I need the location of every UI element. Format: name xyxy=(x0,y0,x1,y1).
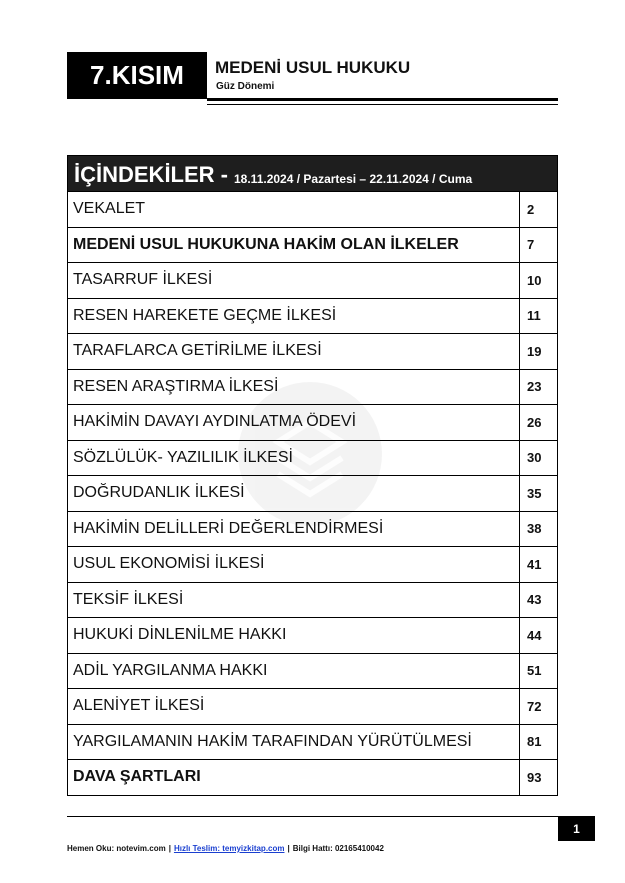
toc-entry-page: 26 xyxy=(527,414,542,430)
toc-entry-label: MEDENİ USUL HUKUKUNA HAKİM OLAN İLKELER xyxy=(68,228,520,263)
toc-row[interactable] xyxy=(68,334,557,370)
toc-entry-page: 10 xyxy=(527,272,542,288)
page-number-badge xyxy=(558,816,595,841)
toc-row[interactable] xyxy=(68,689,557,725)
toc-row[interactable] xyxy=(68,441,557,477)
toc-entry-label: DAVA ŞARTLARI xyxy=(68,760,520,795)
toc-row[interactable] xyxy=(68,263,557,299)
footer-divider: | xyxy=(168,844,171,853)
section-badge xyxy=(67,52,207,99)
footer-fast-link[interactable]: Hızlı Teslim: temyizkitap.com xyxy=(173,844,285,853)
toc-entry-label: HAKİMİN DAVAYI AYDINLATMA ÖDEVİ xyxy=(68,405,520,440)
toc-row[interactable] xyxy=(68,760,557,796)
toc-row[interactable] xyxy=(68,725,557,761)
toc-entry-page: 43 xyxy=(527,592,542,608)
footer-read: Hemen Oku: notevim.com xyxy=(67,844,166,853)
toc-entry-label: HUKUKİ DİNLENİLME HAKKI xyxy=(68,618,520,653)
toc-entry-page: 7 xyxy=(527,237,535,253)
toc-row[interactable] xyxy=(68,476,557,512)
toc-entry-page: 72 xyxy=(527,698,542,714)
toc-entry-page: 93 xyxy=(527,769,542,785)
toc-row[interactable] xyxy=(68,192,557,228)
toc-entry-page: 44 xyxy=(527,627,542,643)
toc-entry-label: RESEN HAREKETE GEÇME İLKESİ xyxy=(68,299,520,334)
toc-row[interactable] xyxy=(68,370,557,406)
toc-entry-label: VEKALET xyxy=(68,192,520,227)
toc-rows xyxy=(67,192,558,796)
header-rule-thick xyxy=(207,98,558,101)
toc-row[interactable] xyxy=(68,299,557,335)
toc-entry-label: TASARRUF İLKESİ xyxy=(68,263,520,298)
footer xyxy=(67,844,384,853)
toc-entry-label: TEKSİF İLKESİ xyxy=(68,583,520,618)
term-label: Güz Dönemi xyxy=(216,81,275,92)
toc-entry-page: 41 xyxy=(527,556,542,572)
toc-entry-label: USUL EKONOMİSİ İLKESİ xyxy=(68,547,520,582)
section-label: 7.KISIM xyxy=(90,60,184,90)
toc-entry-page: 35 xyxy=(527,485,542,501)
toc-entry-page: 38 xyxy=(527,521,542,537)
toc-entry-label: DOĞRUDANLIK İLKESİ xyxy=(68,476,520,511)
toc-entry-page: 19 xyxy=(527,343,542,359)
toc-row[interactable] xyxy=(68,512,557,548)
toc-row[interactable] xyxy=(68,583,557,619)
toc-entry-page: 2 xyxy=(527,201,535,217)
toc-entry-label: ADİL YARGILANMA HAKKI xyxy=(68,654,520,689)
footer-rule xyxy=(67,816,558,817)
toc-entry-page: 11 xyxy=(527,308,541,324)
toc-row[interactable] xyxy=(68,547,557,583)
toc-entry-page: 30 xyxy=(527,450,542,466)
toc-entry-label: SÖZLÜLÜK- YAZILILIK İLKESİ xyxy=(68,441,520,476)
toc-entry-page: 23 xyxy=(527,379,542,395)
toc-entry-label: YARGILAMANIN HAKİM TARAFINDAN YÜRÜTÜLMESİ xyxy=(68,725,520,760)
toc-header xyxy=(67,155,558,192)
toc-entry-label: ALENİYET İLKESİ xyxy=(68,689,520,724)
table-of-contents xyxy=(67,155,558,796)
toc-entry-page: 51 xyxy=(527,663,542,679)
footer-divider: | xyxy=(287,844,290,853)
toc-row[interactable] xyxy=(68,228,557,264)
course-title: MEDENİ USUL HUKUKU xyxy=(215,58,411,77)
footer-phone: Bilgi Hattı: 02165410042 xyxy=(292,844,384,853)
toc-dates: 18.11.2024 / Pazartesi – 22.11.2024 / Cuma xyxy=(234,172,473,186)
toc-row[interactable] xyxy=(68,405,557,441)
toc-title: İÇİNDEKİLER - xyxy=(74,162,228,187)
page-number: 1 xyxy=(573,821,580,836)
header-rule-thin xyxy=(207,104,558,105)
toc-entry-label: RESEN ARAŞTIRMA İLKESİ xyxy=(68,370,520,405)
toc-entry-label: TARAFLARCA GETİRİLME İLKESİ xyxy=(68,334,520,369)
toc-row[interactable] xyxy=(68,618,557,654)
toc-entry-page: 81 xyxy=(527,734,542,750)
toc-entry-label: HAKİMİN DELİLLERİ DEĞERLENDİRMESİ xyxy=(68,512,520,547)
toc-row[interactable] xyxy=(68,654,557,690)
